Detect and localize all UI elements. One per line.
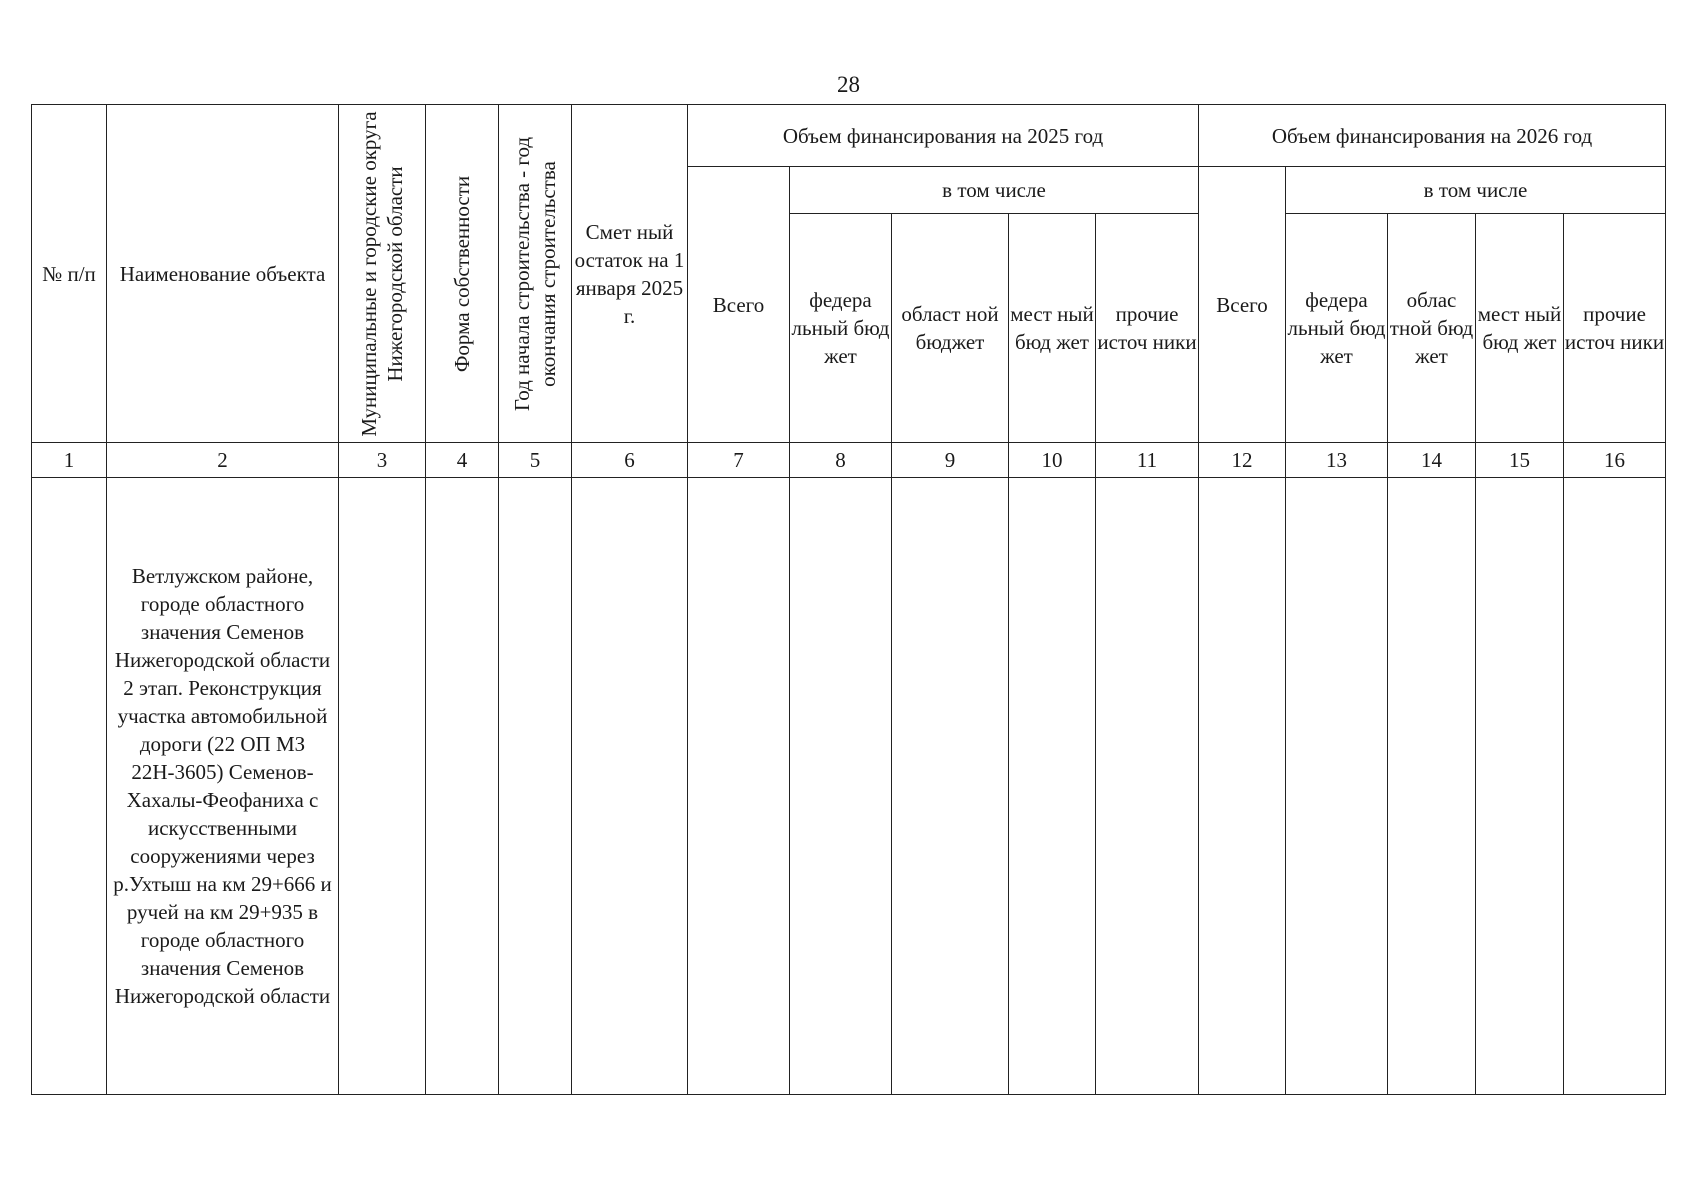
column-number: 1	[32, 443, 107, 478]
table-cell	[790, 478, 892, 1095]
table-cell	[688, 478, 790, 1095]
header-estimate-balance: Смет ный остаток на 1 января 2025 г.	[572, 105, 688, 443]
column-number: 15	[1476, 443, 1564, 478]
header-total-2026: Всего	[1199, 167, 1286, 443]
table-cell	[572, 478, 688, 1095]
column-number: 16	[1564, 443, 1666, 478]
header-including-2025: в том числе	[790, 167, 1199, 214]
table-cell	[499, 478, 572, 1095]
header-other-2026: прочие источ ники	[1564, 214, 1666, 443]
table-cell	[1388, 478, 1476, 1095]
column-number: 5	[499, 443, 572, 478]
header-regional-2026: облас тной бюд жет	[1388, 214, 1476, 443]
financing-table	[31, 104, 1666, 1095]
object-name-cell: Ветлужском районе, городе областного значения Семенов Нижегородской области 2 этап. Реконструкция участка автомобильной дороги (22 ОП МЗ 22Н-3605) Семенов-Хахалы-Феофаниха с искусственными сооружениями через р.Ухтыш на км 29+666 и ручей на км 29+935 в городе областного значения Семенов Нижегородской области	[107, 478, 339, 1095]
header-ownership	[426, 105, 499, 443]
column-number: 11	[1096, 443, 1199, 478]
table-cell	[1476, 478, 1564, 1095]
column-number: 4	[426, 443, 499, 478]
header-group-2026: Объем финансирования на 2026 год	[1199, 105, 1666, 167]
column-number: 10	[1009, 443, 1096, 478]
table-cell	[1009, 478, 1096, 1095]
header-local-2026: мест ный бюд жет	[1476, 214, 1564, 443]
header-number: № п/п	[32, 105, 107, 443]
column-number: 12	[1199, 443, 1286, 478]
header-local-2025: мест ный бюд жет	[1009, 214, 1096, 443]
table-cell	[1564, 478, 1666, 1095]
column-number: 7	[688, 443, 790, 478]
header-municipalities-text: Муниципальные и городские округа Нижегородской области	[357, 110, 407, 437]
table-cell	[1286, 478, 1388, 1095]
header-municipalities	[339, 105, 426, 443]
table-cell	[1199, 478, 1286, 1095]
column-number: 8	[790, 443, 892, 478]
table-cell	[426, 478, 499, 1095]
row-number-cell	[32, 478, 107, 1095]
page-number: 28	[837, 72, 860, 97]
header-federal-2026: федера льный бюд жет	[1286, 214, 1388, 443]
header-ownership-text: Форма собственности	[450, 175, 474, 372]
header-years-text: Год начала строительства - год окончания строительства	[510, 136, 560, 411]
header-group-2025: Объем финансирования на 2025 год	[688, 105, 1199, 167]
header-including-2026: в том числе	[1286, 167, 1666, 214]
column-number: 13	[1286, 443, 1388, 478]
header-other-2025: прочие источ ники	[1096, 214, 1199, 443]
column-number: 9	[892, 443, 1009, 478]
table-cell	[339, 478, 426, 1095]
header-federal-2025: федера льный бюд жет	[790, 214, 892, 443]
column-number-row	[32, 443, 1666, 478]
table-cell	[1096, 478, 1199, 1095]
header-years	[499, 105, 572, 443]
header-regional-2025: област ной бюджет	[892, 214, 1009, 443]
column-number: 2	[107, 443, 339, 478]
column-number: 3	[339, 443, 426, 478]
table-cell	[892, 478, 1009, 1095]
column-number: 6	[572, 443, 688, 478]
header-object-name: Наименование объекта	[107, 105, 339, 443]
header-total-2025: Всего	[688, 167, 790, 443]
table-row	[32, 478, 1666, 1095]
column-number: 14	[1388, 443, 1476, 478]
